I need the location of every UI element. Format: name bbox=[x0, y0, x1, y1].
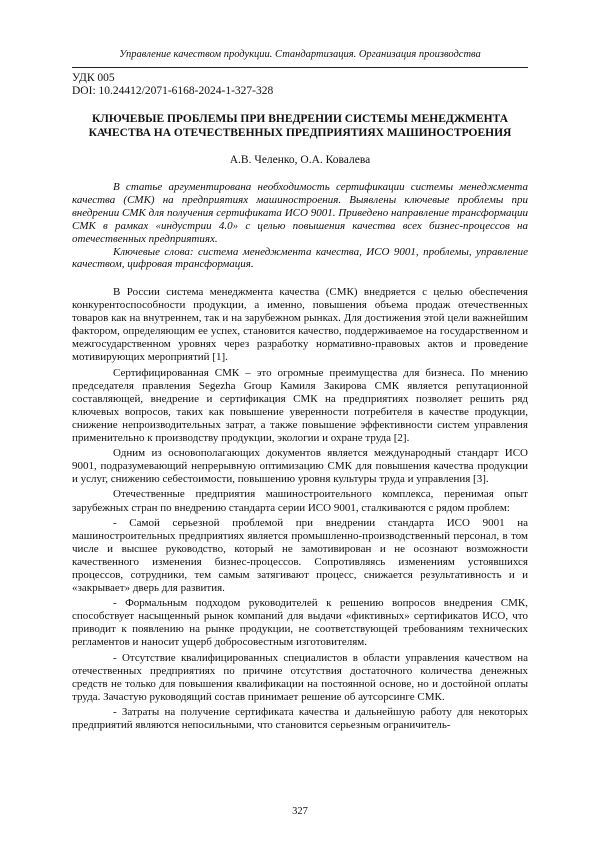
abstract: В статье аргументирована необходимость сертификации системы менеджмента качества (СМК) на предприятиях машиностроения. Выявлены ключевые проблемы при внедрении СМК для получения сертификата ИСО 9001. Приведено направление трансформации СМК в рамках «индустрии 4.0» с целью повышения качества всех бизнес-процессов на отечественных предприятиях. bbox=[72, 181, 528, 245]
title-line-2: КАЧЕСТВА НА ОТЕЧЕСТВЕННЫХ ПРЕДПРИЯТИЯХ МАШИНОСТРОЕНИЯ bbox=[88, 127, 512, 139]
list-item: - Затраты на получение сертификата качества и дальнейшую работу для некоторых предприятий являются непосильными, что становится серьезным ограничитель- bbox=[72, 705, 528, 731]
body-paragraph: Отечественные предприятия машиностроительного комплекса, перенимая опыт зарубежных стран по внедрению стандарта серии ИСО 9001, сталкиваются с рядом проблем: bbox=[72, 488, 528, 514]
list-item: - Самой серьезной проблемой при внедрении стандарта ИСО 9001 на машиностроительных предприятиях является промышленно-производственный персонал, в том числе и высшее руководство, который не замотивирован и не осознают возможности качественного изменения бизнес-процессов. Сопротивляясь изменениям устоявшихся процессов, сотрудники, тем самым затягивают процесс, снижается результативность и и «закрывает» дверь для развития. bbox=[72, 516, 528, 595]
title-line-1: КЛЮЧЕВЫЕ ПРОБЛЕМЫ ПРИ ВНЕДРЕНИИ СИСТЕМЫ МЕНЕДЖМЕНТА bbox=[91, 113, 509, 125]
list-item: - Отсутствие квалифицированных специалистов в области управления качеством на отечественных предприятиях по причине отсутствия достаточного количества денежных средств не только для повышения квалификации на постоянной основе, но и достойной оплаты труда. Зачастую руководящий состав принимает решение об аутсорсинге СМК. bbox=[72, 651, 528, 703]
udk-code: УДК 005 bbox=[72, 72, 115, 84]
article-title bbox=[72, 112, 528, 140]
running-header: Управление качеством продукции. Стандартизация. Организация производства bbox=[119, 49, 481, 60]
abstract-block bbox=[72, 181, 528, 271]
page-number: 327 bbox=[292, 806, 308, 817]
body-paragraph: В России система менеджмента качества (СМК) внедряется с целью обеспечения конкурентоспособности продукции, а именно, повышения объема продаж отечественных товаров как на внутреннем, так и на зарубежном рынках. Для достижения этой цели важнейшим фактором, определяющим ее успех, становится качество, поддерживаемое на государственном и межгосударственном уровнях через разработку нормативно-правовых актов и проведение мотивирующих мероприятий [1]. bbox=[72, 286, 528, 364]
body-paragraph: Сертифицированная СМК – это огромные преимущества для бизнеса. По мнению председателя правления Segezha Group Камиля Закирова СМК является репутационной составляющей, внедрение и сертификация СМК на предприятиях позволяет решить ряд ключевых вопросов, таких как повышение уверенности потребителя в качестве продукции, снижение непроизводительных затрат, а также повышение эффективности систем управления применительно к производству продукции, экологии и охране труда [2]. bbox=[72, 366, 528, 445]
list-item: - Формальным подходом руководителей к решению вопросов внедрения СМК, способствует насыщенный рынок компаний для выдачи «фиктивных» сертификатов ИСО, что приводит к появлению на рынке продукции, не соответствующей требованиям технических регламентов и наносит ущерб добросовестным изготовителям. bbox=[72, 597, 528, 649]
authors: А.В. Челенко, О.А. Ковалева bbox=[229, 154, 371, 166]
body-paragraph: Одним из основополагающих документов является международный стандарт ИСО 9001, подразумевающий непрерывную оптимизацию СМК для повышения качества продукции и услуг, снижению себестоимости, повышению уровня культуры труда и управления [3]. bbox=[72, 447, 528, 486]
header-rule bbox=[72, 67, 528, 68]
keywords: Ключевые слова: система менеджмента качества, ИСО 9001, проблемы, управление качеством, цифровая трансформация. bbox=[72, 245, 528, 271]
article-body bbox=[72, 286, 528, 734]
doi: DOI: 10.24412/2071-6168-2024-1-327-328 bbox=[72, 85, 274, 97]
